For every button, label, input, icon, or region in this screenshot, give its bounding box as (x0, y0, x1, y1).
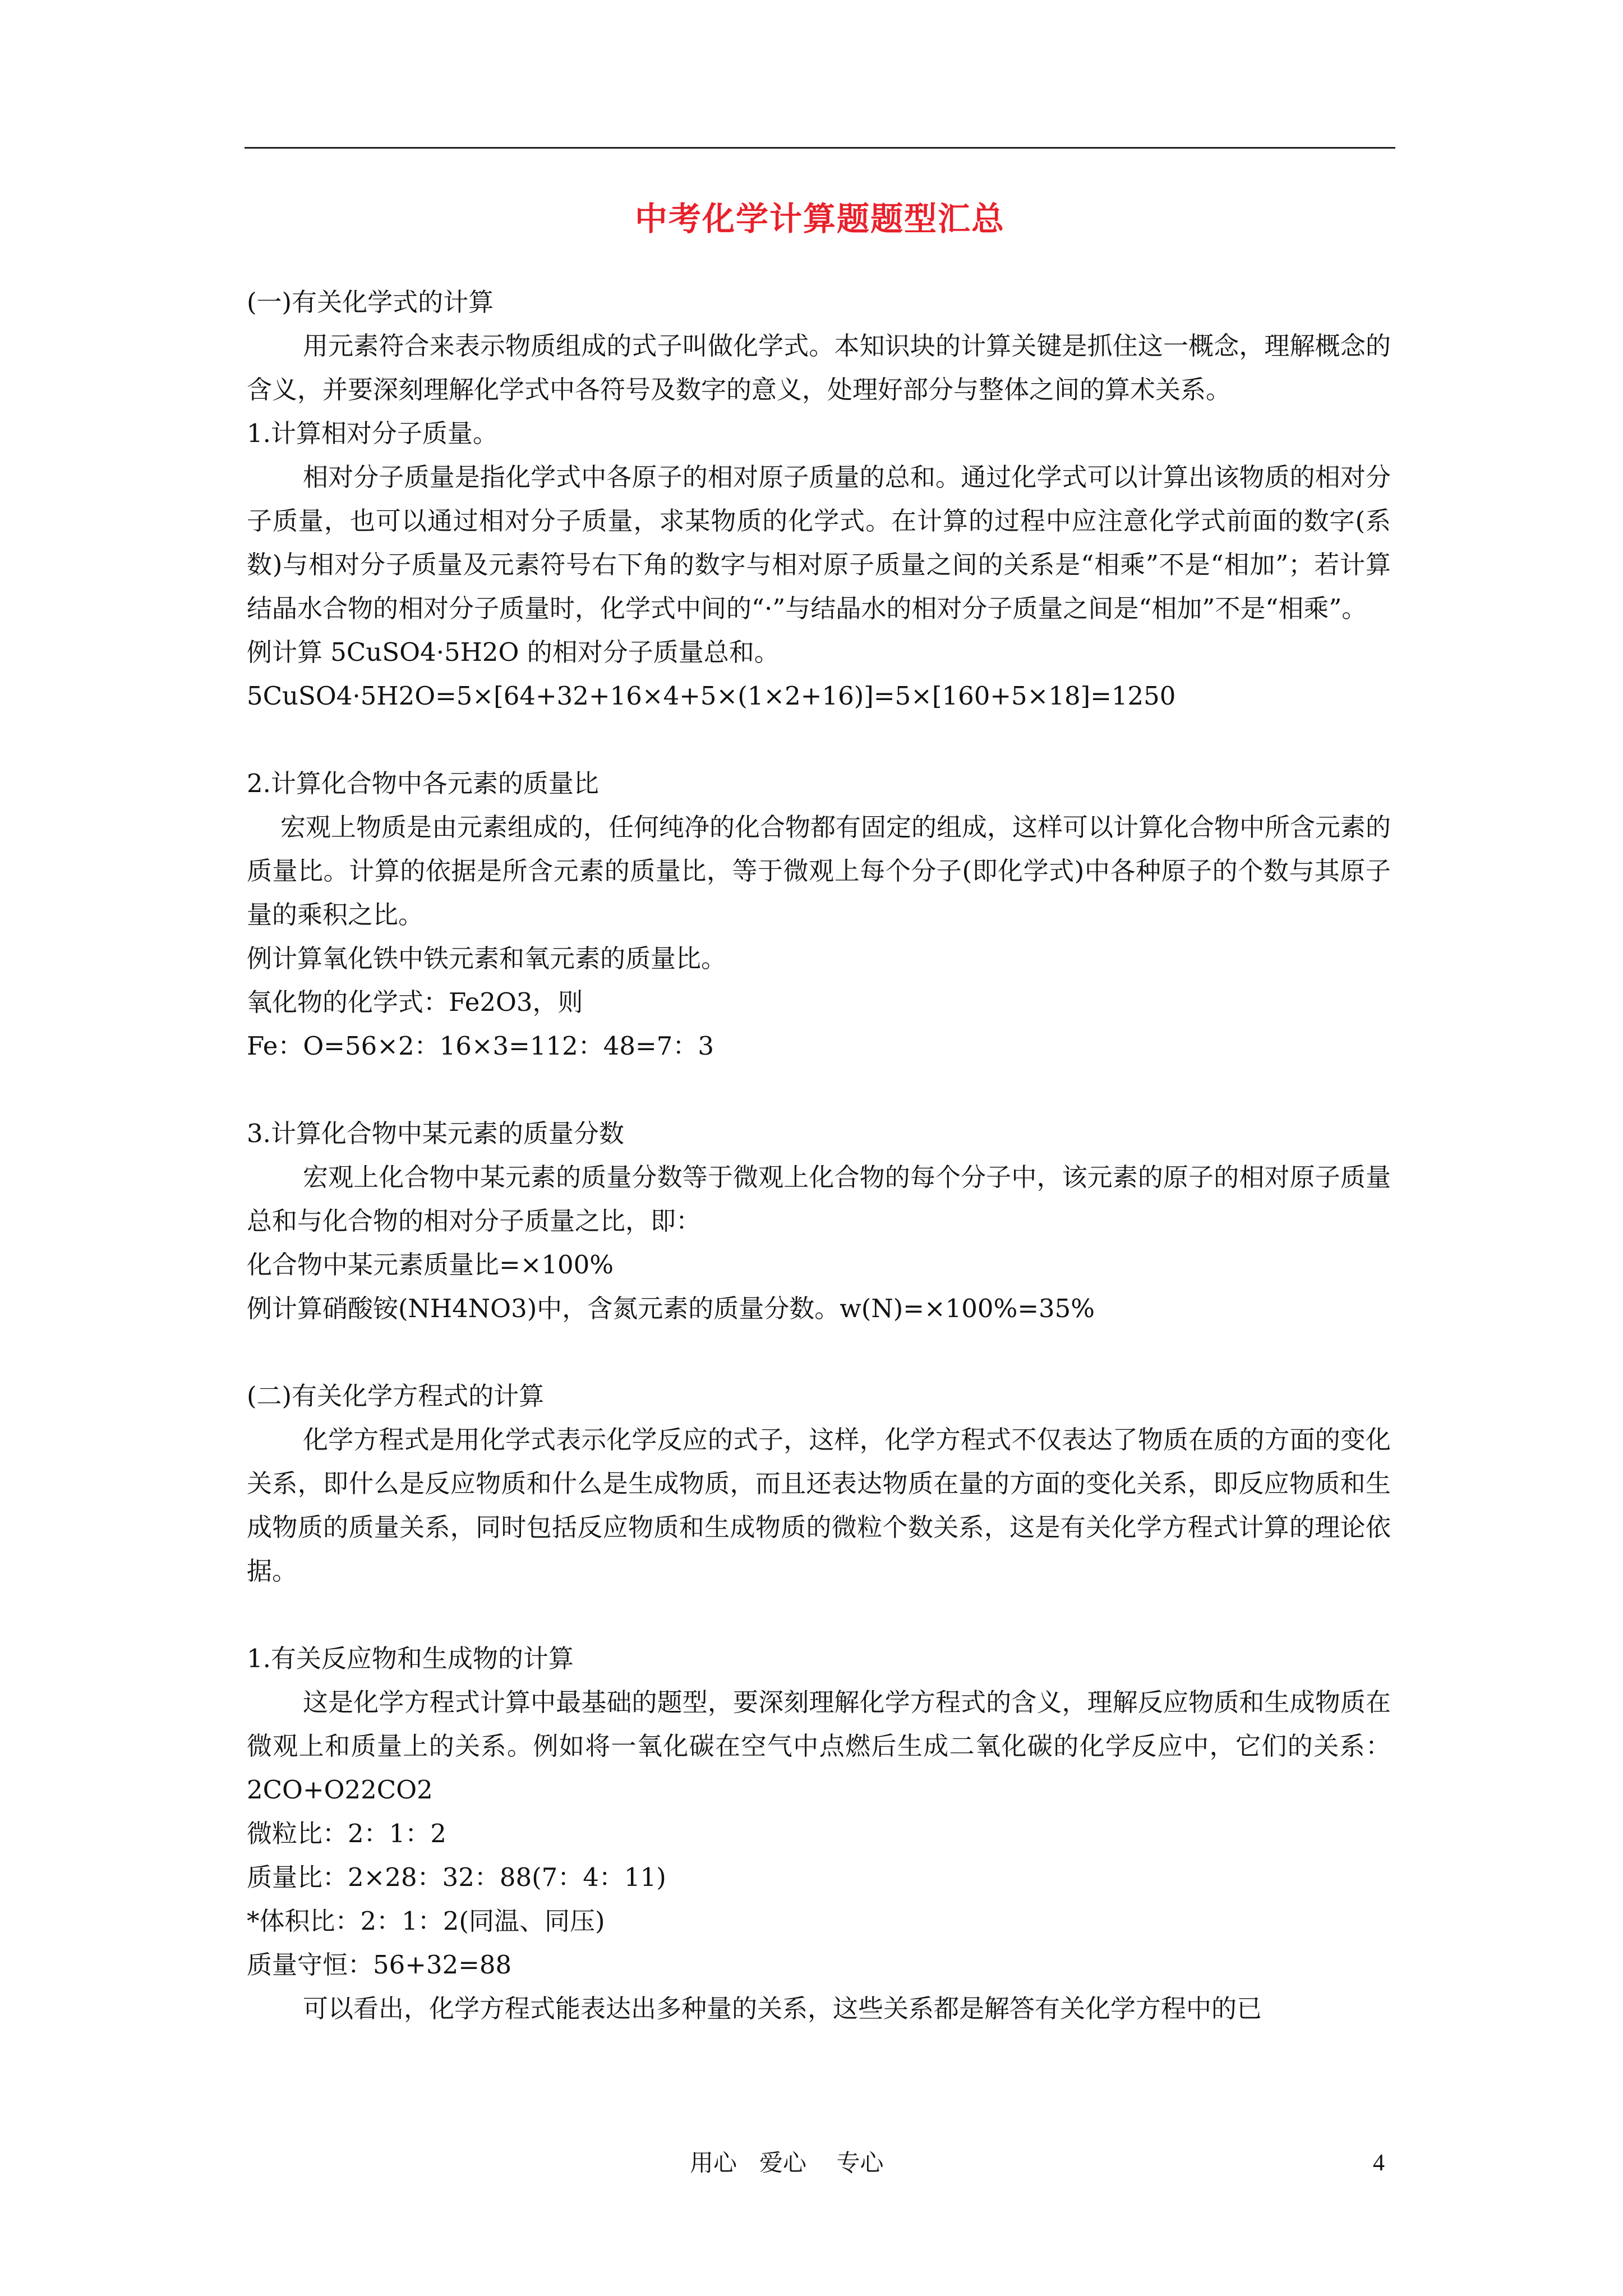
paragraph: 用元素符合来表示物质组成的式子叫做化学式。本知识块的计算关键是抓住这一概念，理解概念的含义，并要深刻理解化学式中各符号及数字的意义，处理好部分与整体之间的算术关系。 (247, 331, 1391, 404)
blank-line (247, 1593, 1391, 1637)
paragraph: 可以看出，化学方程式能表达出多种量的关系，这些关系都是解答有关化学方程中的已 (303, 1994, 1262, 2023)
paragraph: 质量比：2×28：32：88(7：4：11) (247, 1862, 666, 1892)
paragraph: 例计算氧化铁中铁元素和氧元素的质量比。 (247, 944, 727, 973)
paragraph: 5CuSO4·5H2O=5×[64+32+16×4+5×(1×2+16)]=5×[160+5×18]=1250 (247, 681, 1176, 711)
paragraph: 微粒比：2：1：2 (247, 1819, 446, 1848)
paragraph: *体积比：2：1：2(同温、同压) (247, 1906, 605, 1936)
footer-motto: 用心 爱心 专心 (690, 2149, 884, 2177)
paragraph: 相对分子质量是指化学式中各原子的相对原子质量的总和。通过化学式可以计算出该物质的相对分子质量，也可以通过相对分子质量，求某物质的化学式。在计算的过程中应注意化学式前面的数字(系数)与相对分子质量及元素符号右下角的数字与相对原子质量之间的关系是“相乘”不是“相加”；若计算结晶水合物的相对分子质量时，化学式中间的“·”与结晶水的相对分子质量之间是“相加”不是“相乘”。 (247, 462, 1391, 623)
paragraph: Fe：O=56×2：16×3=112：48=7：3 (247, 1031, 714, 1061)
paragraph: 质量守恒：56+32=88 (247, 1950, 512, 1980)
blank-line (247, 1331, 1391, 1374)
paragraph: 宏观上物质是由元素组成的，任何纯净的化合物都有固定的组成，这样可以计算化合物中所含元素的质量比。计算的依据是所含元素的质量比，等于微观上每个分子(即化学式)中各种原子的个数与其原子量的乘积之比。 (247, 812, 1391, 930)
paragraph: 化学方程式是用化学式表示化学反应的式子，这样，化学方程式不仅表达了物质在质的方面的变化关系，即什么是反应物质和什么是生成物质，而且还表达物质在量的方面的变化关系，即反应物质和生成物质的质量关系，同时包括反应物质和生成物质的微粒个数关系，这是有关化学方程式计算的理论依据。 (247, 1425, 1391, 1586)
paragraph: 这是化学方程式计算中最基础的题型，要深刻理解化学方程式的含义，理解反应物质和生成物质在微观上和质量上的关系。例如将一氧化碳在空气中点燃后生成二氧化碳的化学反应中，它们的关系：2CO+O22CO2 (247, 1687, 1391, 1805)
paragraph: 化合物中某元素质量比=×100% (247, 1250, 614, 1280)
blank-line (247, 1068, 1391, 1112)
document-title: 中考化学计算题题型汇总 (634, 200, 1005, 238)
blank-line (247, 718, 1391, 762)
paragraph: 2.计算化合物中各元素的质量比 (247, 769, 599, 798)
header-rule (245, 147, 1395, 149)
document-body (247, 280, 1391, 2031)
paragraph: 例计算硝酸铵(NH4NO3)中，含氮元素的质量分数。w(N)=×100%=35% (247, 1294, 1095, 1323)
paragraph: 1.计算相对分子质量。 (247, 418, 498, 448)
paragraph: 3.计算化合物中某元素的质量分数 (247, 1119, 624, 1148)
paragraph: 宏观上化合物中某元素的质量分数等于微观上化合物的每个分子中，该元素的原子的相对原子质量总和与化合物的相对分子质量之比，即： (247, 1162, 1391, 1236)
paragraph: (二)有关化学方程式的计算 (247, 1381, 545, 1411)
paragraph: 氧化物的化学式：Fe2O3，则 (247, 987, 583, 1017)
paragraph: (一)有关化学式的计算 (247, 287, 494, 317)
page-number: 4 (1373, 2150, 1385, 2176)
paragraph: 1.有关反应物和生成物的计算 (247, 1644, 574, 1673)
paragraph: 例计算 5CuSO4·5H2O 的相对分子质量总和。 (247, 637, 780, 667)
